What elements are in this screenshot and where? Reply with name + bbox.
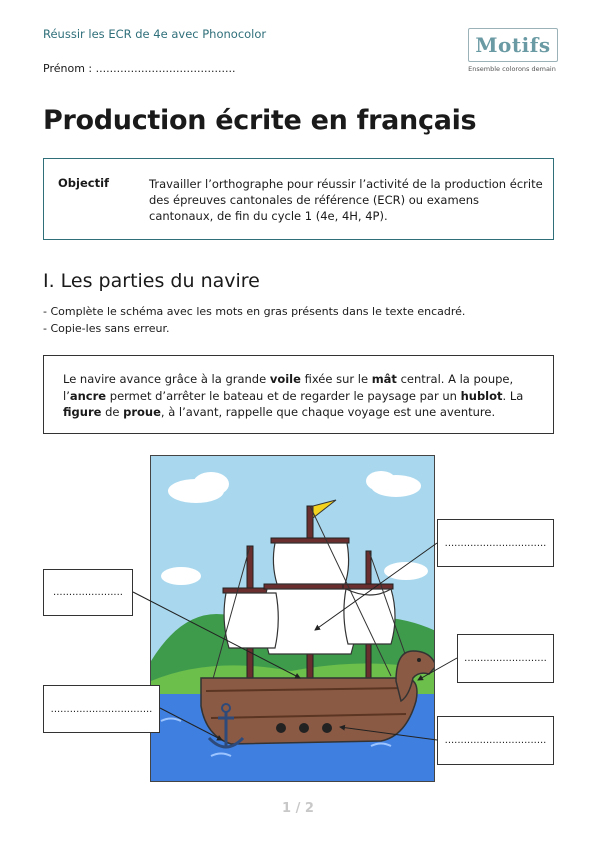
bold-word: ancre (69, 388, 107, 403)
label-left-top[interactable]: ...................... (43, 569, 133, 616)
bold-word: figure (63, 405, 102, 419)
section-title: I. Les parties du navire (43, 270, 260, 292)
text-segment: . La (502, 388, 524, 403)
text-segment: fixée sur le (300, 372, 372, 386)
logo-tagline: Ensemble colorons demain (468, 65, 556, 73)
objective-label: Objectif (58, 176, 110, 190)
porthole (276, 723, 286, 733)
header-subtitle: Réussir les ECR de 4e avec Phonocolor (43, 27, 267, 41)
ship-illustration (150, 455, 435, 782)
ship-image (151, 456, 435, 782)
objective-text: Travailler l’orthographe pour réussir l’activité de la production écrite des épreuves cantonales de référence (ECR) ou examens cantonaux, de fin du cycle 1 (4e, 4H, 4P). (149, 177, 543, 223)
instruction-1: - Complète le schéma avec les mots en gras présents dans le texte encadré. (43, 305, 466, 318)
page-title: Production écrite en français (43, 105, 477, 136)
text-segment: de (101, 405, 124, 419)
text-segment: central. A la poupe, l’ (63, 372, 514, 403)
label-left-bottom[interactable]: ................................ (43, 685, 160, 733)
bold-word: hublot (460, 388, 503, 403)
text-segment: Le navire avance grâce à la grande (63, 372, 270, 386)
text-segment: , à l’avant, rappelle que chaque voyage est une aventure. (160, 405, 496, 419)
label-right-top[interactable]: ................................ (437, 519, 554, 567)
text-segment: permet d’arrêter le bateau et de regarder le paysage par un (106, 388, 461, 403)
bold-word: voile (269, 372, 301, 386)
page-number: 1 / 2 (282, 801, 314, 816)
bold-word: proue (123, 405, 161, 419)
label-right-middle[interactable]: .......................... (457, 634, 554, 683)
label-right-bottom[interactable]: ................................ (437, 716, 554, 765)
boat-text (63, 371, 533, 421)
bold-word: mât (371, 372, 397, 386)
logo: Motifs (468, 28, 558, 62)
prenom-field[interactable]: Prénom : ........................................ (43, 62, 236, 75)
instruction-2: - Copie-les sans erreur. (43, 322, 170, 335)
